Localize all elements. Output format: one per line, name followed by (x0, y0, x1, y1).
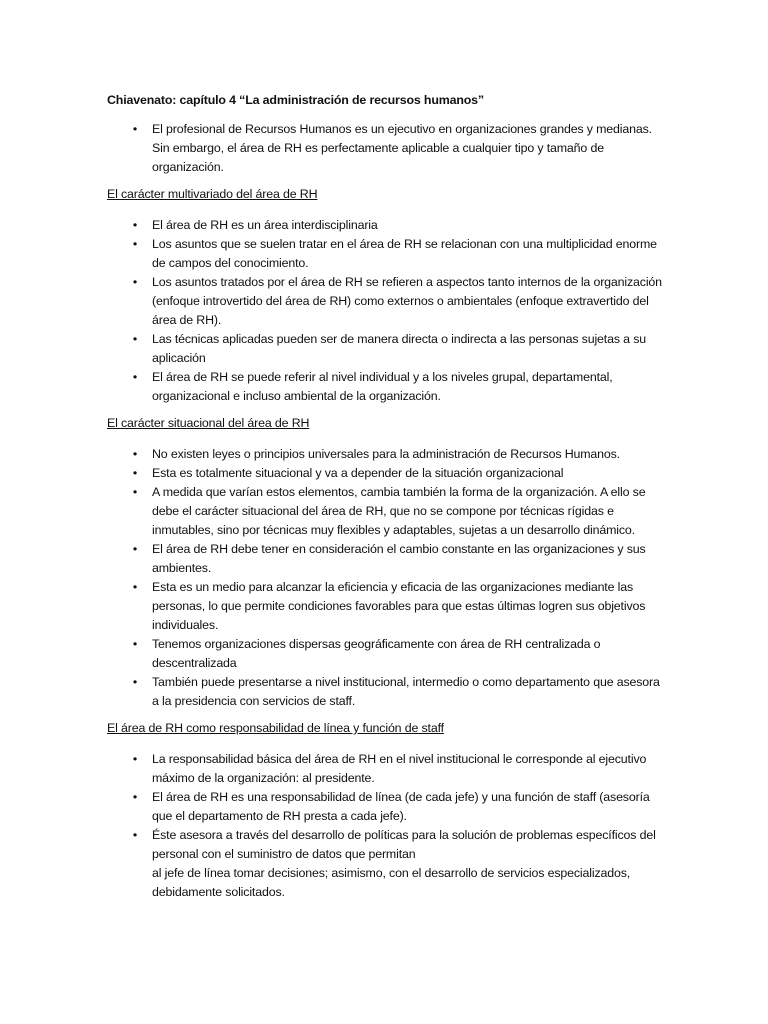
bullet-icon: • (132, 752, 138, 766)
bullet-icon: • (132, 447, 138, 461)
bullet-icon: • (132, 637, 138, 651)
list-item-text: Esta es totalmente situacional y va a depender de la situación organizacional (152, 466, 564, 480)
list-item-text: También puede presentarse a nivel institucional, intermedio o como departamento que asesora a la presidencia con servicios de staff. (152, 675, 660, 708)
list-item (107, 635, 667, 673)
list-item-text: No existen leyes o principios universales para la administración de Recursos Humanos. (152, 447, 620, 461)
document-title: Chiavenato: capítulo 4 “La administración de recursos humanos” (107, 93, 484, 107)
bullet-icon: • (132, 122, 138, 136)
list-item-text: Los asuntos que se suelen tratar en el área de RH se relacionan con una multiplicidad enorme de campos del conocimiento. (152, 237, 657, 270)
section-list-linea-staff (107, 750, 667, 902)
list-item (107, 540, 667, 578)
list-item (107, 368, 667, 406)
list-item-text: Esta es un medio para alcanzar la eficiencia y eficacia de las organizaciones mediante las personas, lo que permite condiciones favorables para que estas últimas logren sus objetivos individuales. (152, 580, 646, 632)
list-item-continuation: al jefe de línea tomar decisiones; asimismo, con el desarrollo de servicios especializados, debidamente solicitados. (152, 866, 631, 899)
bullet-icon: • (132, 485, 138, 499)
list-item-text: El área de RH se puede referir al nivel individual y a los niveles grupal, departamental, organizacional e incluso ambiental de la organización. (152, 370, 613, 403)
list-item (107, 483, 667, 540)
list-item (107, 788, 667, 826)
list-item (107, 464, 667, 483)
list-item-text: El área de RH debe tener en consideración el cambio constante en las organizaciones y sus ambientes. (152, 542, 646, 575)
list-item (107, 673, 667, 711)
list-item-text: Las técnicas aplicadas pueden ser de manera directa o indirecta a las personas sujetas a su aplicación (152, 332, 646, 365)
list-item-text: El profesional de Recursos Humanos es un ejecutivo en organizaciones grandes y medianas. Sin embargo, el área de RH es perfectamente aplicable a cualquier tipo y tamaño de organización. (152, 122, 652, 174)
list-item (107, 216, 667, 235)
list-item-text: El área de RH es una responsabilidad de línea (de cada jefe) y una función de staff (asesoría que el departamento de RH presta a cada jefe). (152, 790, 650, 823)
bullet-icon: • (132, 218, 138, 232)
bullet-icon: • (132, 370, 138, 384)
list-item (107, 578, 667, 635)
list-item-text: A medida que varían estos elementos, cambia también la forma de la organización. A ello se debe el carácter situacional del área de RH, que no se compone por técnicas rígidas e inmutables, sino por técnicas muy flexibles y adaptables, sujetas a un desarrollo dinámico. (152, 485, 646, 537)
list-item-text: Tenemos organizaciones dispersas geográficamente con área de RH centralizada o descentralizada (152, 637, 601, 670)
bullet-icon: • (132, 790, 138, 804)
list-item (107, 120, 667, 177)
list-item-text: La responsabilidad básica del área de RH en el nivel institucional le corresponde al ejecutivo máximo de la organización: al presidente. (152, 752, 647, 785)
list-item (107, 235, 667, 273)
intro-list (107, 120, 667, 177)
list-item (107, 330, 667, 368)
bullet-icon: • (132, 580, 138, 594)
list-item (107, 273, 667, 330)
section-list-multivariado (107, 216, 667, 406)
bullet-icon: • (132, 828, 138, 842)
section-heading-situacional: El carácter situacional del área de RH (107, 416, 310, 430)
list-item-text: El área de RH es un área interdisciplinaria (152, 218, 378, 232)
bullet-icon: • (132, 237, 138, 251)
list-item (107, 826, 667, 902)
list-item (107, 445, 667, 464)
document-page (107, 91, 667, 910)
bullet-icon: • (132, 675, 138, 689)
bullet-icon: • (132, 542, 138, 556)
bullet-icon: • (132, 275, 138, 289)
section-heading-linea-staff: El área de RH como responsabilidad de línea y función de staff (107, 721, 444, 735)
list-item (107, 750, 667, 788)
section-list-situacional (107, 445, 667, 711)
list-item-text: Éste asesora a través del desarrollo de políticas para la solución de problemas específicos del personal con el suministro de datos que permitan (152, 828, 656, 861)
bullet-icon: • (132, 466, 138, 480)
list-item-text: Los asuntos tratados por el área de RH se refieren a aspectos tanto internos de la organización (enfoque introvertido del área de RH) como externos o ambientales (enfoque extravertido del área de RH). (152, 275, 662, 327)
bullet-icon: • (132, 332, 138, 346)
section-heading-multivariado: El carácter multivariado del área de RH (107, 187, 318, 201)
